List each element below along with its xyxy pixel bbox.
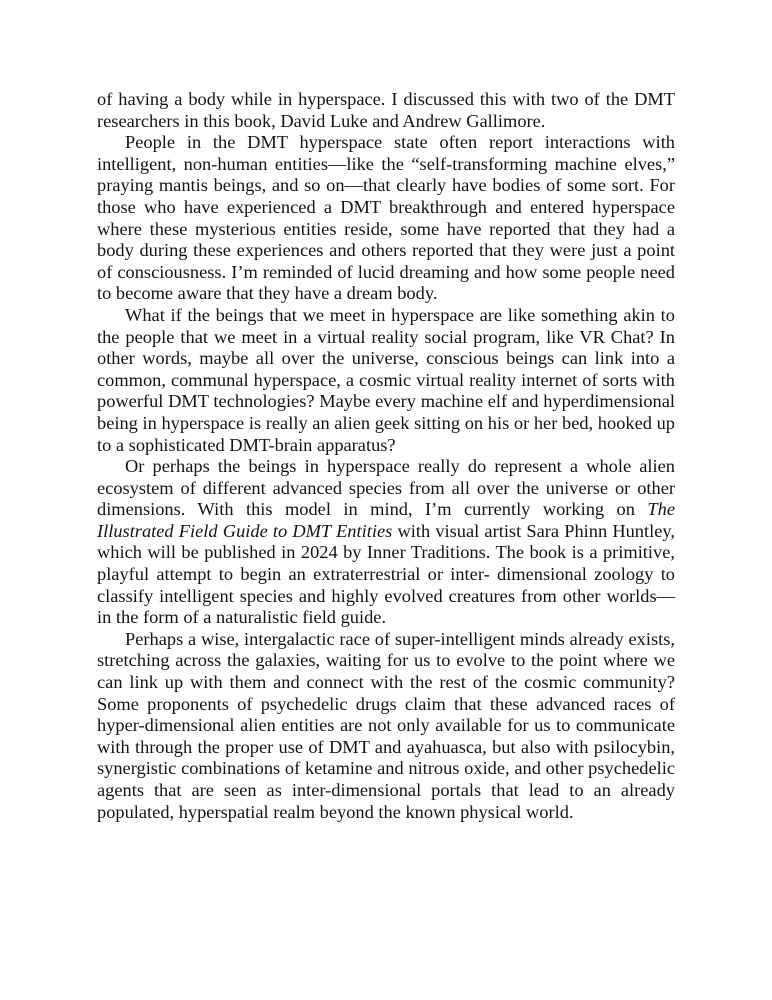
page-body xyxy=(97,89,675,823)
paragraph-entities: People in the DMT hyperspace state often report interactions with intelligent, non-human entities—like the “self-transforming machine elves,” praying mantis beings, and so on—that clearly have bodies of some sort. For those who have experienced a DMT breakthrough and entered hyperspace where these mysterious entities reside, some have reported that they had a body during these experiences and others reported that they were just a point of consciousness. I’m reminded of lucid dreaming and how some people need to become aware that they have a dream body. xyxy=(97,132,675,304)
paragraph-continuation: of having a body while in hyperspace. I discussed this with two of the DMT researchers in this book, David Luke and Andrew Gallimore. xyxy=(97,89,675,131)
paragraph-field-guide xyxy=(97,456,675,629)
paragraph-field-guide-after: with visual artist Sara Phinn Huntley, which will be published in 2024 by Inner Traditions. The book is a primitive, playful attempt to begin an extraterrestrial or inter- dimensional zoology to classify intelligent species and highly evolved creatures from other worlds—in the form of a naturalistic field guide. xyxy=(97,520,675,628)
book-title: The Illustrated Field Guide to DMT Entities xyxy=(97,499,675,541)
paragraph-field-guide-before: Or perhaps the beings in hyperspace really do represent a whole alien ecosystem of different advanced species from all over the universe or other dimensions. With this model in mind, I’m currently working on xyxy=(97,456,675,520)
paragraph-virtual-reality: What if the beings that we meet in hyperspace are like something akin to the people that we meet in a virtual reality social program, like VR Chat? In other words, maybe all over the universe, conscious beings can link into a common, communal hyperspace, a cosmic virtual reality internet of sorts with powerful DMT technologies? Maybe every machine elf and hyperdimensional being in hyperspace is really an alien geek sitting on his or her bed, hooked up to a sophisticated DMT-brain apparatus? xyxy=(97,304,675,455)
paragraph-intergalactic: Perhaps a wise, intergalactic race of super-intelligent minds already exists, stretching across the galaxies, waiting for us to evolve to the point where we can link up with them and connect with the rest of the cosmic community? Some proponents of psychedelic drugs claim that these advanced races of hyper-dimensional alien entities are not only available for us to communicate with through the proper use of DMT and ayahuasca, but also with psilocybin, synergistic combinations of ketamine and nitrous oxide, and other psychedelic agents that are seen as inter-dimensional portals that lead to an already populated, hyperspatial realm beyond the known physical world. xyxy=(97,628,675,822)
